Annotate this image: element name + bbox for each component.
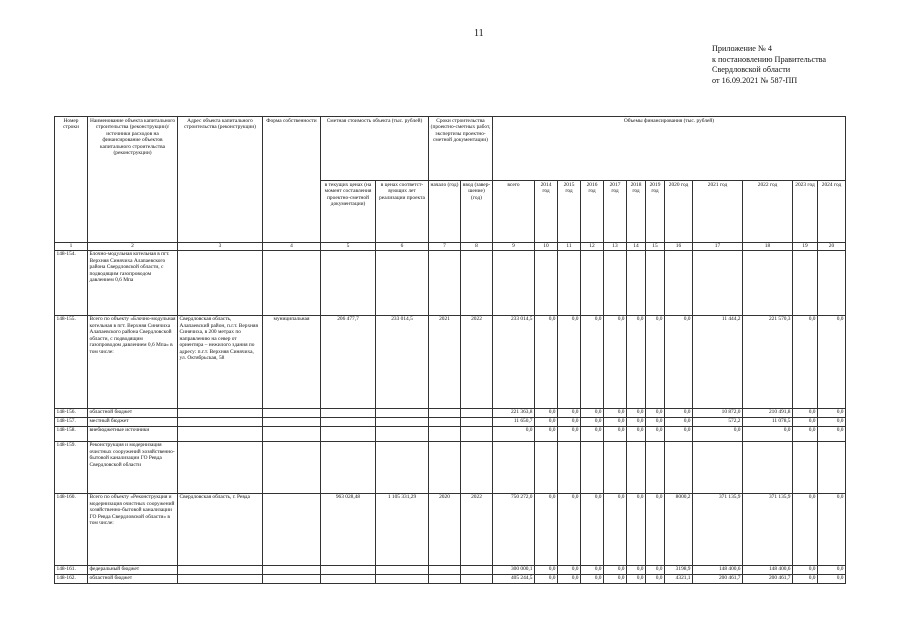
funding-total: 300 000,1 <box>493 565 535 574</box>
header-year: 2017 год <box>604 181 627 243</box>
annex-line-4: от 16.09.2021 № 587-ПП <box>712 75 798 85</box>
funding-total <box>493 250 535 315</box>
cost-actual <box>376 417 429 426</box>
row-number: 148-158. <box>55 426 88 441</box>
funding-year-value: 0,0 <box>604 574 627 583</box>
column-number: 15 <box>646 243 665 251</box>
funding-year-value: 0,0 <box>818 426 846 441</box>
header-cost-actual: в ценах соответст-вующих лет реализации проекта <box>376 181 429 243</box>
funding-year-value: 0,0 <box>581 493 604 565</box>
object-address <box>178 565 263 574</box>
financing-table <box>54 116 846 584</box>
ownership-form <box>263 441 321 493</box>
funding-total: 221 363,8 <box>493 408 535 417</box>
funding-year-value <box>693 250 743 315</box>
funding-year-value: 0,0 <box>627 574 646 583</box>
funding-year-value: 11 444,2 <box>693 315 743 408</box>
funding-year-value: 0,0 <box>793 426 818 441</box>
column-number: 14 <box>627 243 646 251</box>
object-name: местный бюджет <box>88 417 178 426</box>
header-year: 2019 год <box>646 181 665 243</box>
cost-current <box>321 408 376 417</box>
term-start <box>429 250 461 315</box>
funding-year-value: 0,0 <box>535 426 558 441</box>
funding-year-value: 0,0 <box>627 426 646 441</box>
column-number: 2 <box>88 243 178 251</box>
funding-year-value: 0,0 <box>581 565 604 574</box>
column-number: 19 <box>793 243 818 251</box>
funding-total: 0,0 <box>493 426 535 441</box>
header-ownership: Форма собственности <box>263 117 321 243</box>
cost-current <box>321 565 376 574</box>
term-end <box>461 565 493 574</box>
header-funding: Объемы финансирования (тыс. рублей) <box>493 117 846 181</box>
funding-year-value: 0,0 <box>627 417 646 426</box>
header-year: 2024 год <box>818 181 846 243</box>
funding-year-value <box>818 441 846 493</box>
object-name: Всего по объекту «Блочно-модульная котельная в пгт. Верхняя Синячиха Алапаевского района Свердловской области, с подводящим газопроводом давлением 0,6 Мпа» в том числе: <box>88 315 178 408</box>
term-end <box>461 441 493 493</box>
annex-line-1: Приложение № 4 <box>712 44 772 53</box>
cost-actual <box>376 250 429 315</box>
object-name: областной бюджет <box>88 408 178 417</box>
term-end: 2022 <box>461 493 493 565</box>
table-row <box>55 565 846 574</box>
header-total: всего <box>493 181 535 243</box>
page-number: 11 <box>474 28 484 39</box>
funding-year-value: 0,0 <box>604 315 627 408</box>
column-number: 16 <box>665 243 693 251</box>
funding-year-value: 0,0 <box>646 574 665 583</box>
funding-year-value: 0,0 <box>665 315 693 408</box>
header-row-number: Номер строки <box>55 117 88 243</box>
column-number: 10 <box>535 243 558 251</box>
table-row <box>55 426 846 441</box>
cost-current <box>321 441 376 493</box>
funding-year-value: 0,0 <box>818 574 846 583</box>
table-row <box>55 441 846 493</box>
object-name: Блочно-модульная котельная в пгт. Верхняя Синячиха Алапаевского района Свердловской области, с подводящим газопроводом давлением 0,6 Мпа <box>88 250 178 315</box>
funding-year-value: 4321,1 <box>665 574 693 583</box>
ownership-form <box>263 250 321 315</box>
term-end <box>461 426 493 441</box>
term-start: 2021 <box>429 315 461 408</box>
funding-year-value: 3198,9 <box>665 565 693 574</box>
cost-actual: 1 105 331,29 <box>376 493 429 565</box>
cost-current <box>321 250 376 315</box>
ownership-form <box>263 408 321 417</box>
row-number: 148-159. <box>55 441 88 493</box>
funding-year-value: 0,0 <box>646 408 665 417</box>
funding-year-value <box>627 250 646 315</box>
funding-year-value: 0,0 <box>558 574 581 583</box>
funding-year-value <box>665 250 693 315</box>
funding-year-value: 0,0 <box>627 408 646 417</box>
table-row <box>55 574 846 583</box>
column-numbers-row <box>55 243 846 251</box>
cost-actual <box>376 574 429 583</box>
funding-total: 11 650,7 <box>493 417 535 426</box>
funding-total: 405 244,5 <box>493 574 535 583</box>
funding-total <box>493 441 535 493</box>
funding-year-value: 0,0 <box>535 408 558 417</box>
funding-year-value: 0,0 <box>604 493 627 565</box>
term-start <box>429 574 461 583</box>
funding-year-value <box>793 441 818 493</box>
table-row <box>55 408 846 417</box>
column-number: 5 <box>321 243 376 251</box>
ownership-form <box>263 565 321 574</box>
funding-year-value: 0,0 <box>604 426 627 441</box>
cost-current <box>321 574 376 583</box>
ownership-form <box>263 426 321 441</box>
object-address <box>178 574 263 583</box>
header-address: Адрес объекта капитального строительства (реконструкции) <box>178 117 263 243</box>
object-address <box>178 417 263 426</box>
funding-year-value: 0,0 <box>558 565 581 574</box>
funding-year-value: 0,0 <box>604 565 627 574</box>
funding-year-value: 0,0 <box>604 408 627 417</box>
row-number: 148-160. <box>55 493 88 565</box>
funding-year-value <box>743 441 793 493</box>
cost-current <box>321 426 376 441</box>
cost-current <box>321 417 376 426</box>
object-address <box>178 441 263 493</box>
column-number: 20 <box>818 243 846 251</box>
funding-year-value <box>535 250 558 315</box>
object-address <box>178 250 263 315</box>
column-number: 9 <box>493 243 535 251</box>
funding-year-value: 0,0 <box>818 408 846 417</box>
funding-year-value: 148 400,6 <box>693 565 743 574</box>
header-year: 2016 год <box>581 181 604 243</box>
header-year: 2023 год <box>793 181 818 243</box>
funding-year-value <box>535 441 558 493</box>
funding-year-value: 0,0 <box>535 565 558 574</box>
annex-line-3: Свердловской области <box>712 65 791 74</box>
funding-year-value <box>646 441 665 493</box>
funding-year-value: 572,2 <box>693 417 743 426</box>
funding-year-value: 0,0 <box>646 565 665 574</box>
cost-current: 206 477,7 <box>321 315 376 408</box>
header-year: 2014 год <box>535 181 558 243</box>
header-year: 2020 год <box>665 181 693 243</box>
object-address <box>178 408 263 417</box>
funding-year-value: 0,0 <box>646 426 665 441</box>
ownership-form: муниципальная <box>263 315 321 408</box>
table-row <box>55 250 846 315</box>
object-address <box>178 426 263 441</box>
funding-year-value: 221 570,3 <box>743 315 793 408</box>
ownership-form <box>263 417 321 426</box>
funding-year-value <box>627 441 646 493</box>
funding-year-value: 0,0 <box>793 565 818 574</box>
annex-line-2: к постановлению Правительства <box>712 54 827 64</box>
funding-year-value <box>665 441 693 493</box>
funding-year-value: 0,0 <box>793 315 818 408</box>
funding-year-value <box>743 250 793 315</box>
funding-year-value <box>558 441 581 493</box>
object-address: Свердловская область, г. Ревда <box>178 493 263 565</box>
funding-year-value <box>646 250 665 315</box>
header-year: 2015 год <box>558 181 581 243</box>
column-number: 3 <box>178 243 263 251</box>
funding-year-value: 0,0 <box>535 493 558 565</box>
funding-year-value: 0,0 <box>665 426 693 441</box>
row-number: 148-156. <box>55 408 88 417</box>
funding-year-value: 0,0 <box>581 574 604 583</box>
funding-year-value: 0,0 <box>793 417 818 426</box>
term-start <box>429 441 461 493</box>
funding-year-value <box>581 441 604 493</box>
funding-year-value <box>558 250 581 315</box>
funding-year-value: 200 461,7 <box>743 574 793 583</box>
cost-actual <box>376 426 429 441</box>
funding-year-value: 0,0 <box>558 493 581 565</box>
funding-year-value: 0,0 <box>793 574 818 583</box>
funding-year-value: 0,0 <box>818 493 846 565</box>
header-terms: Сроки строительства (проектно-сметных работ, экспертизы проектно-сметной документации) <box>429 117 493 181</box>
funding-year-value: 0,0 <box>646 493 665 565</box>
funding-year-value: 0,0 <box>665 417 693 426</box>
funding-year-value: 0,0 <box>558 408 581 417</box>
table-row <box>55 417 846 426</box>
funding-year-value: 210 491,8 <box>743 408 793 417</box>
cost-actual: 233 014,5 <box>376 315 429 408</box>
funding-total: 233 014,5 <box>493 315 535 408</box>
header-year: 2021 год <box>693 181 743 243</box>
term-start <box>429 417 461 426</box>
funding-year-value <box>793 250 818 315</box>
funding-year-value: 0,0 <box>558 417 581 426</box>
funding-year-value <box>604 250 627 315</box>
funding-year-value: 0,0 <box>604 417 627 426</box>
column-number: 13 <box>604 243 627 251</box>
funding-year-value: 0,0 <box>693 426 743 441</box>
funding-year-value <box>604 441 627 493</box>
column-number: 6 <box>376 243 429 251</box>
row-number: 148-162. <box>55 574 88 583</box>
cost-actual <box>376 565 429 574</box>
column-number: 1 <box>55 243 88 251</box>
header-year: 2022 год <box>743 181 793 243</box>
funding-total: 750 272,0 <box>493 493 535 565</box>
column-number: 17 <box>693 243 743 251</box>
object-name: федеральный бюджет <box>88 565 178 574</box>
term-start: 2020 <box>429 493 461 565</box>
funding-year-value: 10 872,0 <box>693 408 743 417</box>
column-number: 11 <box>558 243 581 251</box>
funding-year-value: 200 461,7 <box>693 574 743 583</box>
term-start <box>429 426 461 441</box>
funding-year-value: 148 400,6 <box>743 565 793 574</box>
funding-year-value: 0,0 <box>818 417 846 426</box>
funding-year-value <box>693 441 743 493</box>
annex-block <box>712 44 826 86</box>
funding-year-value <box>818 250 846 315</box>
funding-year-value: 0,0 <box>581 417 604 426</box>
term-start <box>429 565 461 574</box>
column-number: 8 <box>461 243 493 251</box>
funding-year-value: 11 078,5 <box>743 417 793 426</box>
term-end <box>461 250 493 315</box>
funding-year-value: 0,0 <box>818 315 846 408</box>
funding-year-value: 0,0 <box>646 315 665 408</box>
header-cost-current: в текущих ценах (на момент составления проектно-сметной документации) <box>321 181 376 243</box>
term-end <box>461 417 493 426</box>
funding-year-value: 0,0 <box>558 426 581 441</box>
funding-year-value: 0,0 <box>646 417 665 426</box>
cost-current: 963 028,48 <box>321 493 376 565</box>
funding-year-value: 0,0 <box>581 408 604 417</box>
header-row-1 <box>55 117 846 181</box>
term-end: 2022 <box>461 315 493 408</box>
column-number: 12 <box>581 243 604 251</box>
object-address: Свердловская область, Алапаевский район, п.г.т. Верхняя Синячиха, в 200 метрах по направлению на север от ориентира – нежилого здания по адресу: п.г.т. Верхняя Синячиха, ул. Октябрьская, 58 <box>178 315 263 408</box>
funding-year-value: 0,0 <box>793 408 818 417</box>
object-name: Реконструкция и модернизация очистных сооружений хозяйственно-бытовой канализации ГО Ревда Свердловской области <box>88 441 178 493</box>
funding-year-value: 0,0 <box>793 493 818 565</box>
ownership-form <box>263 574 321 583</box>
term-end <box>461 408 493 417</box>
header-term-start: начало (год) <box>429 181 461 243</box>
row-number: 148-155. <box>55 315 88 408</box>
term-start <box>429 408 461 417</box>
header-cost: Сметная стоимость объекта (тыс. рублей) <box>321 117 429 181</box>
funding-year-value: 0,0 <box>627 493 646 565</box>
header-year: 2018 год <box>627 181 646 243</box>
funding-year-value: 0,0 <box>535 315 558 408</box>
header-term-end: ввод (завер-шение) (год) <box>461 181 493 243</box>
cost-actual <box>376 441 429 493</box>
table-row <box>55 315 846 408</box>
funding-year-value: 0,0 <box>743 426 793 441</box>
object-name: областной бюджет <box>88 574 178 583</box>
funding-year-value: 0,0 <box>535 574 558 583</box>
funding-year-value: 371 135,9 <box>743 493 793 565</box>
funding-year-value: 0,0 <box>581 315 604 408</box>
cost-actual <box>376 408 429 417</box>
funding-year-value: 0,0 <box>581 426 604 441</box>
funding-year-value: 0,0 <box>535 417 558 426</box>
ownership-form <box>263 493 321 565</box>
funding-year-value: 371 135,9 <box>693 493 743 565</box>
funding-year-value: 0,0 <box>558 315 581 408</box>
funding-year-value: 0,0 <box>665 408 693 417</box>
column-number: 7 <box>429 243 461 251</box>
row-number: 148-161. <box>55 565 88 574</box>
column-number: 18 <box>743 243 793 251</box>
row-number: 148-154. <box>55 250 88 315</box>
funding-year-value <box>581 250 604 315</box>
funding-year-value: 0,0 <box>627 315 646 408</box>
term-end <box>461 574 493 583</box>
table-row <box>55 493 846 565</box>
object-name: внебюджетные источники <box>88 426 178 441</box>
header-object-name: Наименование объекта капитального строительства (реконструкции)/ источники расходов на финансирование объектов капитального строительства (реконструкции) <box>88 117 178 243</box>
funding-year-value: 0,0 <box>627 565 646 574</box>
row-number: 148-157. <box>55 417 88 426</box>
funding-year-value: 8000,2 <box>665 493 693 565</box>
column-number: 4 <box>263 243 321 251</box>
object-name: Всего по объекту «Реконструкция и модернизация очистных сооружений хозяйственно-бытовой канализации ГО Ревда Свердловской области» в том числе: <box>88 493 178 565</box>
funding-year-value: 0,0 <box>818 565 846 574</box>
